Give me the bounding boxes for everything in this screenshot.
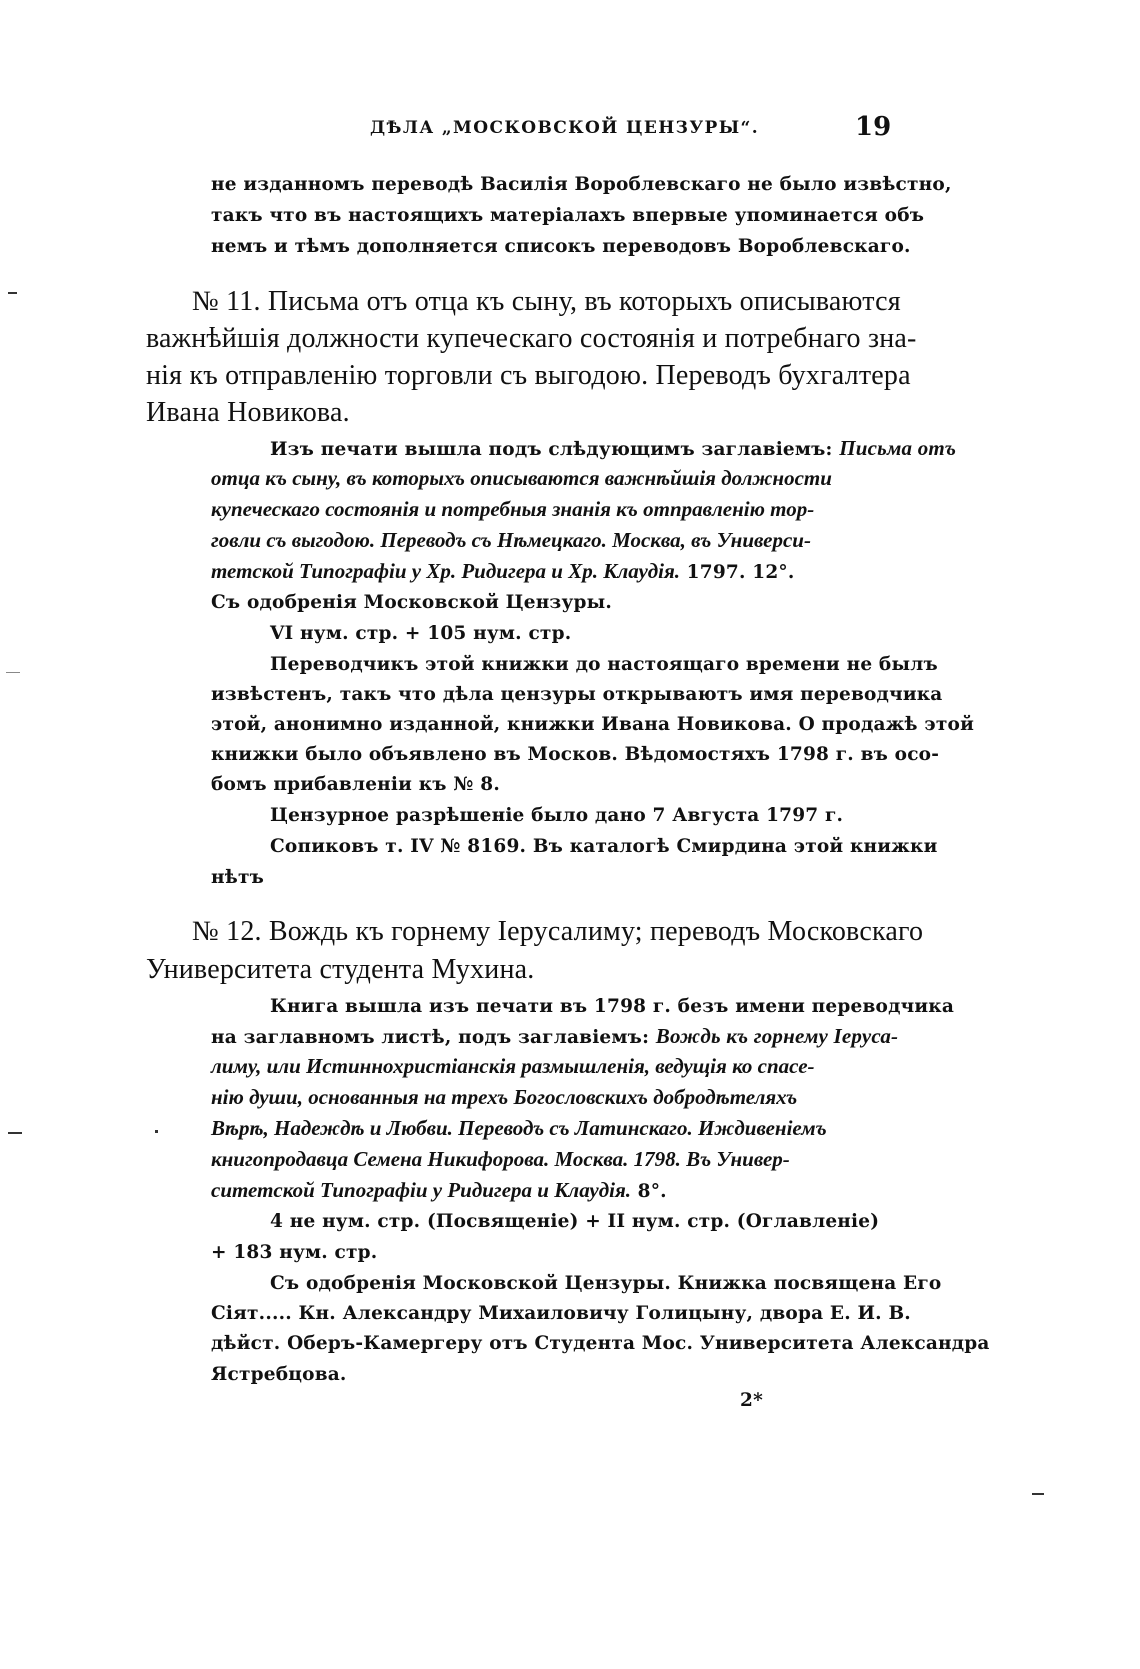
- entry-11-heading-line: № 11. Письма отъ отца къ сыну, въ которыхъ описываются: [192, 286, 901, 317]
- italic-text: Вождь къ горнему Іеруса-: [655, 1024, 899, 1048]
- entry-12-dedication-line: дѣйст. Оберъ-Камергеру отъ Студента Мос. Университета Александра: [211, 1333, 990, 1354]
- plain-text: 8°.: [631, 1181, 667, 1202]
- entry-12-title-line: нію души, основанныя на трехъ Богословскихъ добродѣтеляхъ: [211, 1085, 798, 1109]
- entry-11-title-line: купеческаго состоянія и потребныя знанія къ отправленію тор-: [211, 497, 815, 521]
- entry-11-title-line: говли съ выгодою. Переводъ съ Нѣмецкаго. Москва, въ Универси-: [211, 528, 811, 552]
- entry-12-dedication-line: Сіят..... Кн. Александру Михаиловичу Голицыну, двора Е. И. В.: [211, 1303, 911, 1324]
- entry-12-dedication-line: Съ одобренія Московской Цензуры. Книжка посвящена Его: [270, 1273, 942, 1294]
- entry-11-sopikov-line: нѣтъ: [211, 867, 265, 888]
- entry-11-translator-line: бомъ прибавленіи къ № 8.: [211, 774, 500, 795]
- intro-line: не изданномъ переводѣ Василія Вороблевскаго не было извѣстно,: [211, 174, 952, 195]
- margin-mark: [6, 672, 20, 673]
- page-number: 19: [855, 112, 892, 142]
- margin-mark: [8, 1132, 22, 1134]
- entry-11-censorship: Цензурное разрѣшеніе было дано 7 Августа 1797 г.: [270, 805, 844, 826]
- italic-text: ситетской Типографіи у Ридигера и Клаудія.: [211, 1178, 632, 1202]
- entry-11-heading-line: нія къ отправленію торговли съ выгодою. Переводъ бухгалтера: [146, 360, 911, 391]
- margin-mark: [8, 292, 17, 294]
- running-title: ДѢЛА „МОСКОВСКОЙ ЦЕНЗУРЫ“.: [370, 118, 760, 138]
- italic-text: Письма отъ: [839, 436, 957, 460]
- entry-12-pages-line: 4 не нум. стр. (Посвященіе) + II нум. стр. (Оглавленіе): [270, 1211, 880, 1232]
- entry-11-sopikov-line: Сопиковъ т. IV № 8169. Въ каталогѣ Смирдина этой книжки: [270, 836, 938, 857]
- entry-11-title-line: Съ одобренія Московской Цензуры.: [211, 592, 613, 613]
- intro-line: такъ что въ настоящихъ матеріалахъ впервые упоминается объ: [211, 205, 925, 226]
- entry-11-title-line: [211, 561, 794, 583]
- plain-text: на заглавномъ листѣ, подъ заглавіемъ:: [211, 1027, 656, 1048]
- signature-mark: 2*: [740, 1390, 763, 1411]
- intro-line: немъ и тѣмъ дополняется списокъ переводовъ Вороблевскаго.: [211, 236, 911, 257]
- entry-12-title-line: [211, 1180, 667, 1202]
- entry-12-heading-line: № 12. Вождь къ горнему Іерусалиму; переводъ Московскаго: [192, 916, 924, 947]
- entry-12-title-line: книгопродавца Семена Никифорова. Москва. 1798. Въ Универ-: [211, 1147, 790, 1171]
- entry-12-title-line: Вѣрѣ, Надеждѣ и Любви. Переводъ съ Латинскаго. Иждивеніемъ: [211, 1116, 827, 1140]
- entry-11-heading-line: важнѣйшія должности купеческаго состоянія и потребнаго зна-: [146, 323, 917, 354]
- entry-12-title-line: Книга вышла изъ печати въ 1798 г. безъ имени переводчика: [270, 996, 955, 1017]
- entry-12-pages-line: + 183 нум. стр.: [211, 1242, 378, 1263]
- margin-mark: [1032, 1493, 1044, 1495]
- entry-11-heading-line: Ивана Новикова.: [146, 397, 350, 428]
- entry-12-heading-line: Университета студента Мухина.: [146, 954, 535, 985]
- entry-12-dedication-line: Ястребцова.: [211, 1364, 347, 1385]
- margin-mark: [155, 1130, 158, 1133]
- entry-12-title-line: лиму, или Истиннохристіанскія размышленія, ведущія ко спасе-: [211, 1054, 815, 1078]
- entry-11-title-line: отца къ сыну, въ которыхъ описываются важнѣйшія должности: [211, 466, 832, 490]
- plain-text: 1797. 12°.: [680, 562, 795, 583]
- entry-11-translator-line: извѣстенъ, такъ что дѣла цензуры открываютъ имя переводчика: [211, 684, 943, 705]
- entry-12-title-line: [211, 1026, 898, 1048]
- italic-text: тетской Типографіи у Хр. Ридигера и Хр. Клаудія.: [211, 559, 681, 583]
- plain-text: Изъ печати вышла подъ слѣдующимъ заглавіемъ:: [270, 439, 840, 460]
- entry-11-translator-line: этой, анонимно изданной, книжки Ивана Новикова. О продажѣ этой: [211, 714, 974, 735]
- entry-11-translator-line: книжки было объявлено въ Москов. Вѣдомостяхъ 1798 г. въ осо-: [211, 744, 940, 765]
- entry-11-translator-line: Переводчикъ этой книжки до настоящаго времени не былъ: [270, 654, 938, 675]
- entry-11-title-line: [270, 438, 956, 460]
- entry-11-pages: VI нум. стр. + 105 нум. стр.: [270, 623, 572, 644]
